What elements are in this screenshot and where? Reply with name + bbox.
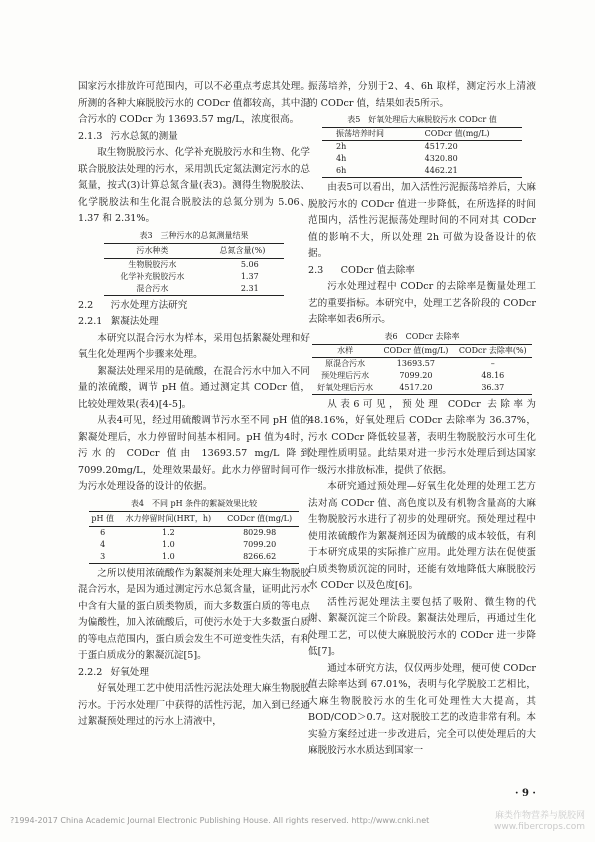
- right-column: [308, 79, 536, 760]
- paragraph-final: 通过本研究方法，仅仅两步处理，便可使 CODcr 值去除率达到 67.01%，表明与化学脱胶工艺相比，大麻生物脱胶污水的生化可处理性大大提高，其 BOD/COD＞0.7。这对脱胶工艺的改造非常有利。本实验方案经过进一步改进后，完全可以使处理后的大麻脱胶污水水质达到国家一: [308, 662, 536, 756]
- table-row: [322, 165, 522, 178]
- table-cell: 1.0: [161, 539, 175, 549]
- section-heading-2-2: [78, 298, 310, 315]
- table-cell: –: [490, 358, 495, 368]
- table-cell: 4320.80: [424, 154, 458, 163]
- paragraph-table4-discussion: 从表4可见，经过用硫酸调节污水至不同 pH 值的絮凝处理后，水力停留时间基本相同。pH 值为4时，污水的 CODcr 值由 13693.57 mg/L 降到 7099.20mg/L，处理效果最好。此水力停留时间可作为污水处理设备的设计的依据。: [78, 415, 310, 492]
- table3-header-row: [104, 243, 284, 258]
- table-cell: 13693.57: [396, 358, 435, 368]
- table6-header-row: [312, 344, 532, 357]
- table6-header-cell: CODcr 去除率(%): [454, 344, 532, 357]
- table-row: [322, 141, 522, 154]
- paragraph-sample: 本研究以混合污水为样本，采用包括絮凝处理和好氧生化处理两个步骤来处理。: [78, 332, 310, 360]
- table-row: [104, 283, 284, 296]
- table4-header-cell: CODcr 值(mg/L): [220, 511, 299, 526]
- table5-header-row: [322, 128, 522, 141]
- paragraph-activated-sludge: 活性污泥处理法主要包括了吸附、微生物的代谢、絮凝沉淀三个阶段。絮凝法处理后，再通过生化处理工艺，可以使大麻脱胶污水的 CODcr 进一步降低[7]。: [308, 596, 536, 657]
- table-cell: 8266.62: [243, 551, 277, 561]
- section-title: 好氧处理: [110, 666, 149, 678]
- table6-caption: 表6 CODcr 去除率: [384, 331, 460, 341]
- section-title: CODcr 值去除率: [340, 264, 415, 276]
- watermark-url: www.fibercrops.com: [494, 822, 585, 832]
- table-cell: 5.06: [240, 259, 259, 269]
- table-cell: 4462.21: [424, 166, 458, 175]
- paragraph-aerobic: 好氧处理工艺中使用活性污泥法处理大麻生物脱胶污水。于污水处理厂中获得的活性污泥，加入到已经通过絮凝预处理过的污水上清液中，: [78, 683, 310, 727]
- watermark-cn: 麻类作物营养与脱胶网: [494, 811, 585, 821]
- left-column: [78, 79, 310, 731]
- section-title: 污水处理方法研究: [110, 299, 188, 311]
- table-cell: 8029.98: [243, 527, 277, 537]
- table-cell: 7099.20: [399, 370, 433, 380]
- table-cell: 6h: [336, 166, 347, 175]
- table4-header-cell: 水力停留时间(HRT，h): [116, 511, 220, 526]
- table3-caption: 表3 三种污水的总氮测量结果: [139, 230, 249, 240]
- table-cell: 36.37: [481, 382, 505, 392]
- table3: [104, 243, 284, 296]
- table5-header-cell: CODcr 值(mg/L): [411, 128, 522, 141]
- table-cell: 混合污水: [136, 283, 169, 293]
- table-cell: 1.37: [240, 271, 259, 281]
- table3-header-cell: 总氮含量(%): [201, 243, 284, 258]
- table-row: [312, 382, 532, 395]
- page-number: · 9 ·: [515, 788, 536, 799]
- table-cell: 3: [100, 551, 106, 561]
- section-number: 2.2.2: [78, 666, 103, 678]
- table-row: [104, 258, 284, 271]
- table6-header-cell: 水样: [312, 344, 378, 357]
- section-heading-2-3: [308, 263, 536, 280]
- table4-header-row: [89, 511, 299, 526]
- table4: [89, 511, 299, 564]
- table-cell: 6: [100, 527, 106, 537]
- table-cell: 4517.20: [424, 142, 458, 151]
- paragraph-summary: 本研究通过预处理—好氧生化处理的处理工艺方法对高 CODcr 值、高色度以及有机物含量高的大麻生物脱胶污水进行了初步的处理研究。预处理过程中使用浓硫酸作为絮凝剂还因为硫酸的成本较低，有利于本研究成果的实际推广应用。此处理方法在促使蛋白质类物质沉淀的同时，还能有效地降低大麻脱胶污水 CODcr 以及色度[6]。: [308, 481, 536, 591]
- table-row: [89, 539, 299, 551]
- table5: [322, 127, 522, 178]
- table-cell: 7099.20: [243, 539, 277, 549]
- table4-header-cell: pH 值: [89, 511, 116, 526]
- table-cell: 好氧处理后污水: [317, 382, 374, 392]
- paragraph-table6-discussion: 从表6可见，预处理 CODcr 去除率为 48.16%，好氧处理后 CODcr 去除率为 36.37%，污水 CODcr 降低较显著，表明生物脱胶污水可生化处理性质明显。此结果对进一步污水处理后到达国家一级污水排放标准，提供了依据。: [308, 398, 536, 476]
- table-row: [312, 357, 532, 370]
- section-number: 2.3: [308, 264, 324, 276]
- table-cell: 1.0: [161, 551, 175, 561]
- table-cell: 化学补充脱胶污水: [120, 271, 185, 281]
- paragraph-removal-rate: 污水处理过程中 CODcr 的去除率是衡量处理工艺的重要指标。本研究中，处理工艺各阶段的 CODcr 去除率如表6所示。: [308, 281, 536, 325]
- table6-header-cell: CODcr 值(mg/L): [378, 344, 453, 357]
- section-heading-2-2-2: [78, 665, 310, 682]
- table3-header-cell: 污水种类: [104, 243, 201, 258]
- section-title: 絮凝法处理: [110, 316, 159, 327]
- table-cell: 2h: [336, 142, 347, 151]
- table-cell: 原混合污水: [325, 358, 366, 368]
- paragraph-reason: 之所以使用浓硫酸作为絮凝剂来处理大麻生物脱胶混合污水，是因为通过测定污水总氮含量，证明此污水中含有大量的蛋白质类物质，而大多数蛋白质的等电点为偏酸性，加入浓硫酸后，可使污水处于大多数蛋白质的等电点范围内，蛋白质会发生不可逆变性失活，有利于蛋白质成分的絮凝沉淀[5]。: [78, 567, 310, 661]
- table-row: [312, 370, 532, 382]
- table-cell: 4: [100, 539, 106, 549]
- table5-header-cell: 振荡培养时间: [322, 128, 411, 141]
- table-cell: 48.16: [481, 370, 505, 380]
- paragraph-table5-discussion: 由表5可以看出，加入活性污泥振荡培养后，大麻脱胶污水的 CODcr 值进一步降低，在所选择的时间范围内，活性污泥振荡处理时间的不同对其 CODcr 值的影响不大，所以处理 2h 可做为设备设计的依据。: [308, 182, 536, 259]
- table4-caption: 表4 不同 pH 条件的絮凝效果比较: [130, 498, 258, 508]
- section-number: 2.2.1: [78, 316, 103, 327]
- section-number: 2.2: [78, 299, 94, 311]
- paragraph-flocculation: 絮凝法处理采用的是硫酸，在混合污水中加入不同量的浓硫酸，调节 pH 值。通过测定其 CODcr 值，比较处理效果(表4)[4-5]。: [78, 365, 310, 410]
- section-title: 污水总氮的测量: [110, 130, 178, 142]
- table-cell: 4h: [336, 154, 347, 163]
- table6: [312, 344, 532, 395]
- section-heading-2-2-1: [78, 314, 310, 331]
- table-row: [89, 551, 299, 564]
- table-row: [322, 153, 522, 165]
- table5-caption: 表5 好氧处理后大麻脱胶污水 CODcr 值: [347, 115, 497, 124]
- table-cell: 4517.20: [399, 382, 433, 392]
- footer-copyright: ?1994-2017 China Academic Journal Electronic Publishing House. All rights reserved. http://www.cnki.net: [10, 816, 430, 825]
- table-cell: 1.2: [161, 527, 175, 537]
- table-cell: 生物脱胶污水: [128, 259, 177, 269]
- section-heading-2-1-3: [78, 129, 310, 146]
- table-row: [89, 526, 299, 539]
- section-number: 2.1.3: [78, 130, 103, 142]
- paragraph-nitrogen: 取生物脱胶污水、化学补充脱胶污水和生物、化学联合脱胶法处理的污水，采用凯氏定氮法测定污水的总氮量，按式(3)计算总氮含量(表3)。测得生物脱胶法、化学脱胶法和生化混合脱胶法的总氮分别为 5.06、1.37 和 2.31%。: [78, 147, 310, 224]
- paragraph-continued: 振荡培养，分别于2、4、6h 取样，测定污水上清液的 CODcr 值，结果如表5所示。: [308, 81, 536, 109]
- table-cell: 预处理后污水: [321, 370, 370, 380]
- table-cell: 2.31: [240, 283, 259, 293]
- paragraph-intro: 国家污水排放许可范围内，可以不必重点考虑其处理。所测的各种大麻脱胶污水的 CODcr 值都较高，其中混合污水的 CODcr 为 13693.57 mg/L，浓度很高。: [78, 81, 310, 125]
- table-row: [104, 271, 284, 283]
